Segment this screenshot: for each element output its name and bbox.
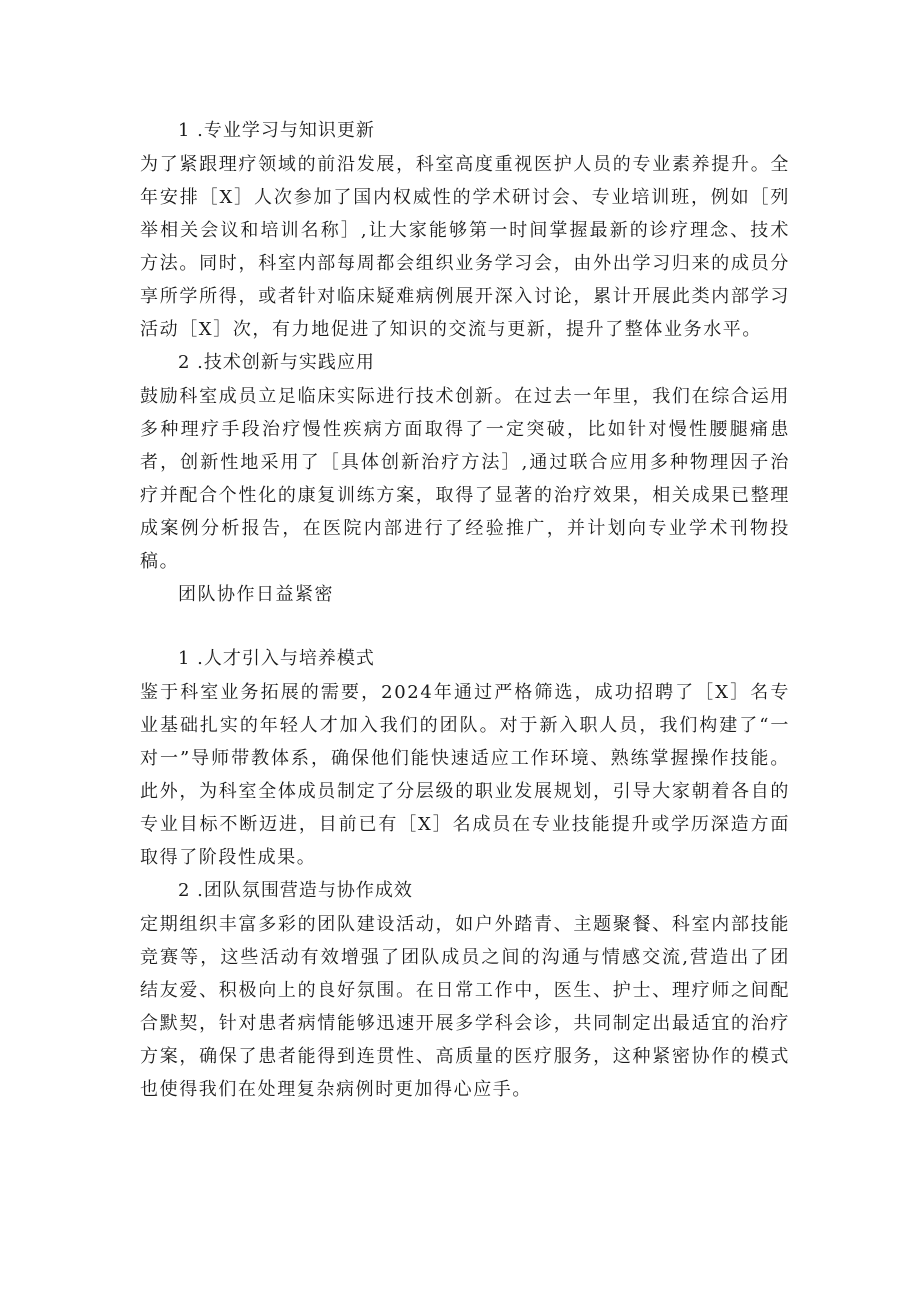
subheading-team-atmosphere: 2 .团队氛围营造与协作成效 (178, 880, 413, 901)
paragraph-team-atmosphere: 定期组织丰富多彩的团队建设活动，如户外踏青、主题聚餐、科室内部技能竞赛等，这些活动有效增强了团队成员之间的沟通与情感交流,营造出了团结友爱、积极向上的良好氛围。在日常工作中，医生、护士、理疗师之间配合默契，针对患者病情能够迅速开展多学科会诊，共同制定出最适宜的治疗方案，确保了患者能得到连贯性、高质量的医疗服务，这种紧密协作的模式也使得我们在处理复杂病例时更加得心应手。 (140, 914, 790, 1100)
paragraph-technical-innovation: 鼓励科室成员立足临床实际进行技术创新。在过去一年里，我们在综合运用多种理疗手段治疗慢性疾病方面取得了一定突破，比如针对慢性腰腿痛患者，创新性地采用了［具体创新治疗方法］,通过联合应用多种物理因子治疗并配合个性化的康复训练方案，取得了显著的治疗效果，相关成果已整理成案例分析报告，在医院内部进行了经验推广，并计划向专业学术刊物投稿。 (140, 386, 790, 572)
subheading-technical-innovation: 2 .技术创新与实践应用 (178, 352, 375, 373)
paragraph-talent-training: 鉴于科室业务拓展的需要，2024年通过严格筛选，成功招聘了［X］名专业基础扎实的年轻人才加入我们的团队。对于新入职人员，我们构建了“一对一”导师带教体系，确保他们能快速适应工作环境、熟练掌握操作技能。此外，为科室全体成员制定了分层级的职业发展规划，引导大家朝着各自的专业目标不断迈进，目前已有［X］名成员在专业技能提升或学历深造方面取得了阶段性成果。 (140, 682, 790, 868)
paragraph-professional-learning: 为了紧跟理疗领域的前沿发展，科室高度重视医护人员的专业素养提升。全年安排［X］人次参加了国内权威性的学术研讨会、专业培训班，例如［列举相关会议和培训名称］,让大家能够第一时间掌握最新的诊疗理念、技术方法。同时，科室内部每周都会组织业务学习会，由外出学习归来的成员分享所学所得，或者针对临床疑难病例展开深入讨论，累计开展此类内部学习活动［X］次，有力地促进了知识的交流与更新，提升了整体业务水平。 (140, 154, 790, 340)
subheading-professional-learning: 1 .专业学习与知识更新 (178, 120, 375, 141)
section-spacer (140, 612, 790, 642)
document-body (140, 114, 790, 1106)
subheading-talent-training: 1 .人才引入与培养模式 (178, 648, 375, 669)
section-title-teamwork: 团队协作日益紧密 (178, 584, 334, 605)
